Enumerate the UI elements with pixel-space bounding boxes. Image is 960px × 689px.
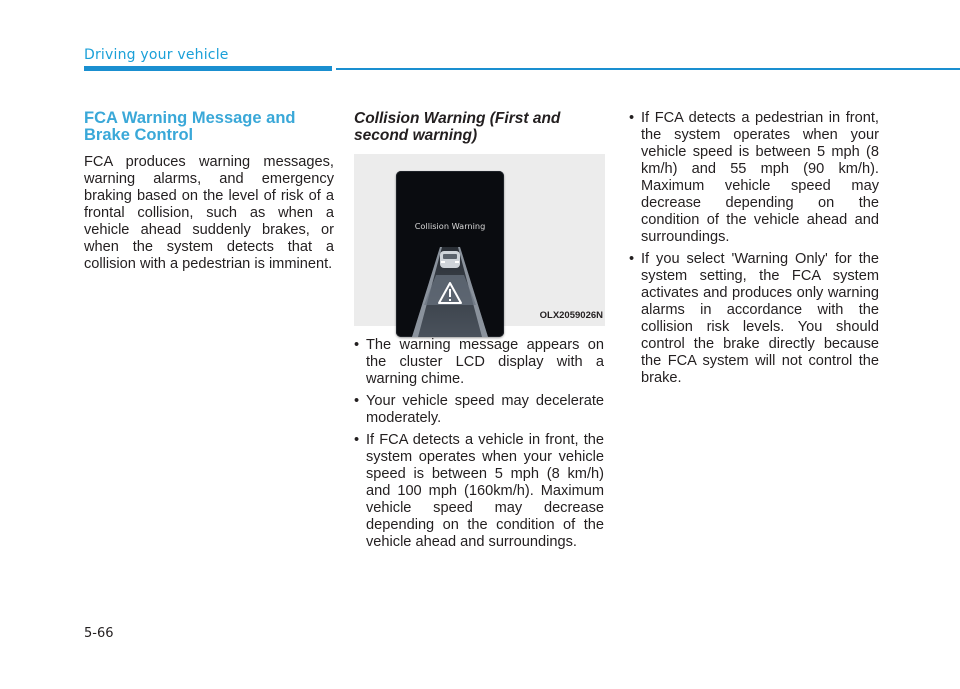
subsection-heading: Collision Warning (First and second warning) [354,110,561,144]
column-left [84,110,334,273]
header-rule-thick [84,66,332,71]
collision-warning-display-text: Collision Warning [414,221,486,231]
column-right [629,110,879,392]
cluster-display-figure [354,154,605,326]
car-icon [440,251,460,268]
page-number: 5-66 [84,626,114,641]
list-item: • If you select 'Warning Only' for the system setting, the FCA system activates and produces only warning alarms in accordance with the collision risk levels. You should control the brake directly because the FCA system will not control the brake. [629,251,879,387]
list-item: • If FCA detects a pedestrian in front, the system operates when your vehicle speed is between 5 mph (8 km/h) and 55 mph (90 km/h). Maximum vehicle speed may decrease depending on the condition of the vehicle ahead and surroundings. [629,110,879,246]
section-header-title: Driving your vehicle [84,47,229,63]
column-middle [354,110,604,556]
list-item: • If FCA detects a vehicle in front, the system operates when your vehicle speed is between 5 mph (8 km/h) and 100 mph (160km/h). Maximum vehicle speed may decrease depending on the condition of the vehicle ahead and surroundings. [354,432,604,551]
collision-warning-bullets [354,337,604,551]
cluster-lcd-display [396,171,504,337]
header-rule-thin [336,68,960,70]
section-heading: FCA Warning Message and Brake Control [84,109,296,144]
list-item: • The warning message appears on the cluster LCD display with a warning chime. [354,337,604,388]
list-item: • Your vehicle speed may decelerate moderately. [354,393,604,427]
figure-code: OLX2059026N [539,310,603,321]
pedestrian-bullets [629,110,879,387]
road-scene-graphic [396,171,504,337]
intro-paragraph: FCA produces warning messages, warning alarms, and emergency braking based on the level of risk of a frontal collision, such as when a vehicle ahead suddenly brakes, or when the system detects that a collision with a pedestrian is imminent. [84,154,334,272]
